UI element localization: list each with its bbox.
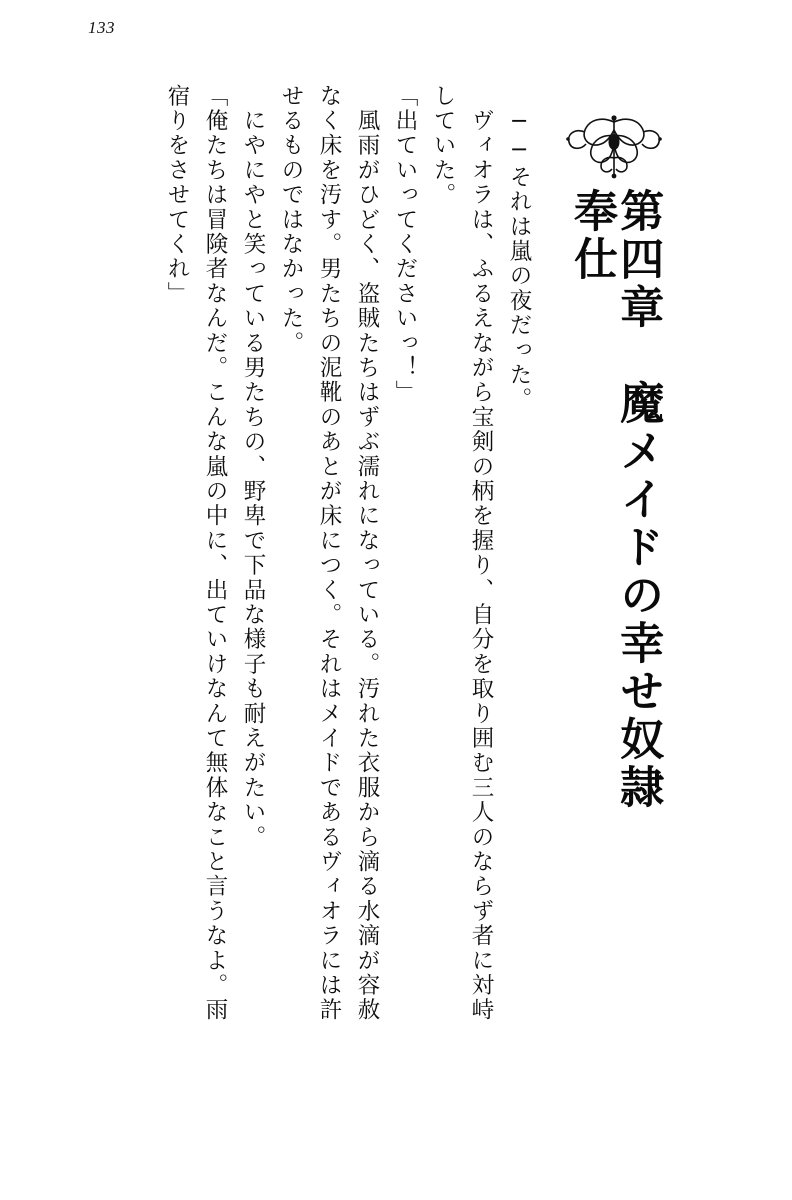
page-number: 133 [88, 18, 115, 37]
body-text [56, 84, 530, 1164]
chapter-heading [554, 112, 674, 828]
text-column: なく床を汚す。男たちの泥靴のあとが床につく。それはメイドであるヴィオラには許 [316, 84, 342, 1023]
floral-divider-ornament [555, 112, 673, 182]
text-column: 「出ていってくださいっ！」 [392, 84, 418, 406]
text-column: 宿りをさせてくれ」 [164, 84, 190, 307]
text-column: していた。 [430, 84, 456, 208]
text-column: 「俺たちは冒険者なんだ。こんな嵐の中に、出ていけなんて無体なこと言うなよ。雨 [202, 84, 228, 1023]
text-column: 風雨がひどく、盗賊たちはずぶ濡れになっている。汚れた衣服から滴る水滴が容赦 [354, 84, 380, 1023]
text-column: ──それは嵐の夜だった。 [506, 84, 532, 413]
text-column: にやにやと笑っている男たちの、野卑で下品な様子も耐えがたい。 [240, 84, 266, 850]
chapter-title: 第四章 魔メイドの幸せ奴隷奉仕 [566, 188, 664, 812]
text-column: ヴィオラは、ふるえながら宝剣の柄を握り、自分を取り囲む三人のならず者に対峙 [468, 84, 494, 1023]
text-column: せるものではなかった。 [278, 84, 304, 356]
